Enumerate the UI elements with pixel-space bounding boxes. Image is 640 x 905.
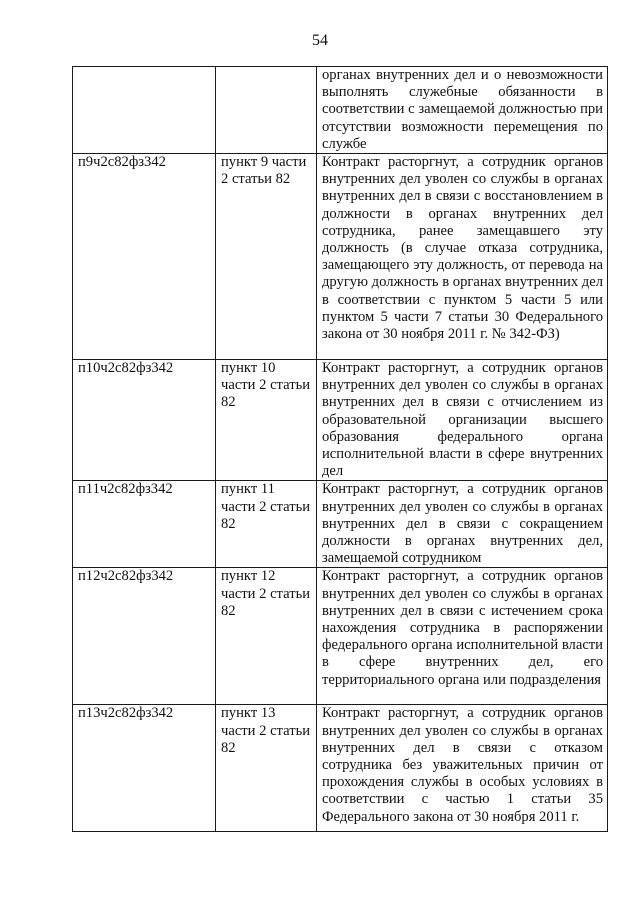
- code-cell: п12ч2с82фз342: [73, 568, 216, 705]
- code-cell: п11ч2с82фз342: [73, 481, 216, 568]
- code-cell: п13ч2с82фз342: [73, 705, 216, 832]
- reference-cell: пункт 9 части 2 статьи 82: [216, 154, 317, 360]
- table-row: [73, 705, 608, 832]
- description-cell: Контракт расторгнут, а сотрудник органов внутренних дел уволен со службы в органах внутренних дел в связи с сокращением должности в органах внутренних дел, замещаемой сотрудником: [317, 481, 608, 568]
- code-cell: п10ч2с82фз342: [73, 360, 216, 481]
- code-cell: [73, 67, 216, 154]
- table-row: [73, 154, 608, 360]
- description-cell: органах внутренних дел и о невозможности выполнять служебные обязанности в соответствии с замещаемой должностью при отсутствии возможности перемещения по службе: [317, 67, 608, 154]
- description-cell: Контракт расторгнут, а сотрудник органов внутренних дел уволен со службы в органах внутренних дел в связи с истечением срока нахождения сотрудника в распоряжении федерального органа исполнительной власти в сфере внутренних дел, его территориального органа или подразделения: [317, 568, 608, 705]
- reference-cell: пункт 12 части 2 статьи 82: [216, 568, 317, 705]
- table-row: [73, 67, 608, 154]
- reference-cell: [216, 67, 317, 154]
- description-cell: Контракт расторгнут, а сотрудник органов внутренних дел уволен со службы в органах внутренних дел в связи с восстановлением в должности в органах внутренних дел сотрудника, ранее замещавшего эту должность (в случае отказа сотрудника, замещающего эту должность, от перевода на другую должность в органах внутренних дел в соответствии с пунктом 5 части 5 или пунктом 5 части 7 статьи 30 Федерального закона от 30 ноября 2011 г. № 342-ФЗ): [317, 154, 608, 360]
- reference-cell: пункт 10 части 2 статьи 82: [216, 360, 317, 481]
- code-cell: п9ч2с82фз342: [73, 154, 216, 360]
- table-row: [73, 568, 608, 705]
- reference-cell: пункт 13 части 2 статьи 82: [216, 705, 317, 832]
- description-cell: Контракт расторгнут, а сотрудник органов внутренних дел уволен со службы в органах внутренних дел в связи с отчислением из образовательной организации высшего образования федерального органа исполнительной власти в сфере внутренних дел: [317, 360, 608, 481]
- reference-cell: пункт 11 части 2 статьи 82: [216, 481, 317, 568]
- table-row: [73, 360, 608, 481]
- dismissal-grounds-table: [72, 66, 608, 832]
- table-row: [73, 481, 608, 568]
- page-number: 54: [312, 32, 328, 49]
- description-cell: Контракт расторгнут, а сотрудник органов внутренних дел уволен со службы в органах внутренних дел в связи с отказом сотрудника без уважительных причин от прохождения службы в особых условиях в соответствии с частью 1 статьи 35 Федерального закона от 30 ноября 2011 г.: [317, 705, 608, 832]
